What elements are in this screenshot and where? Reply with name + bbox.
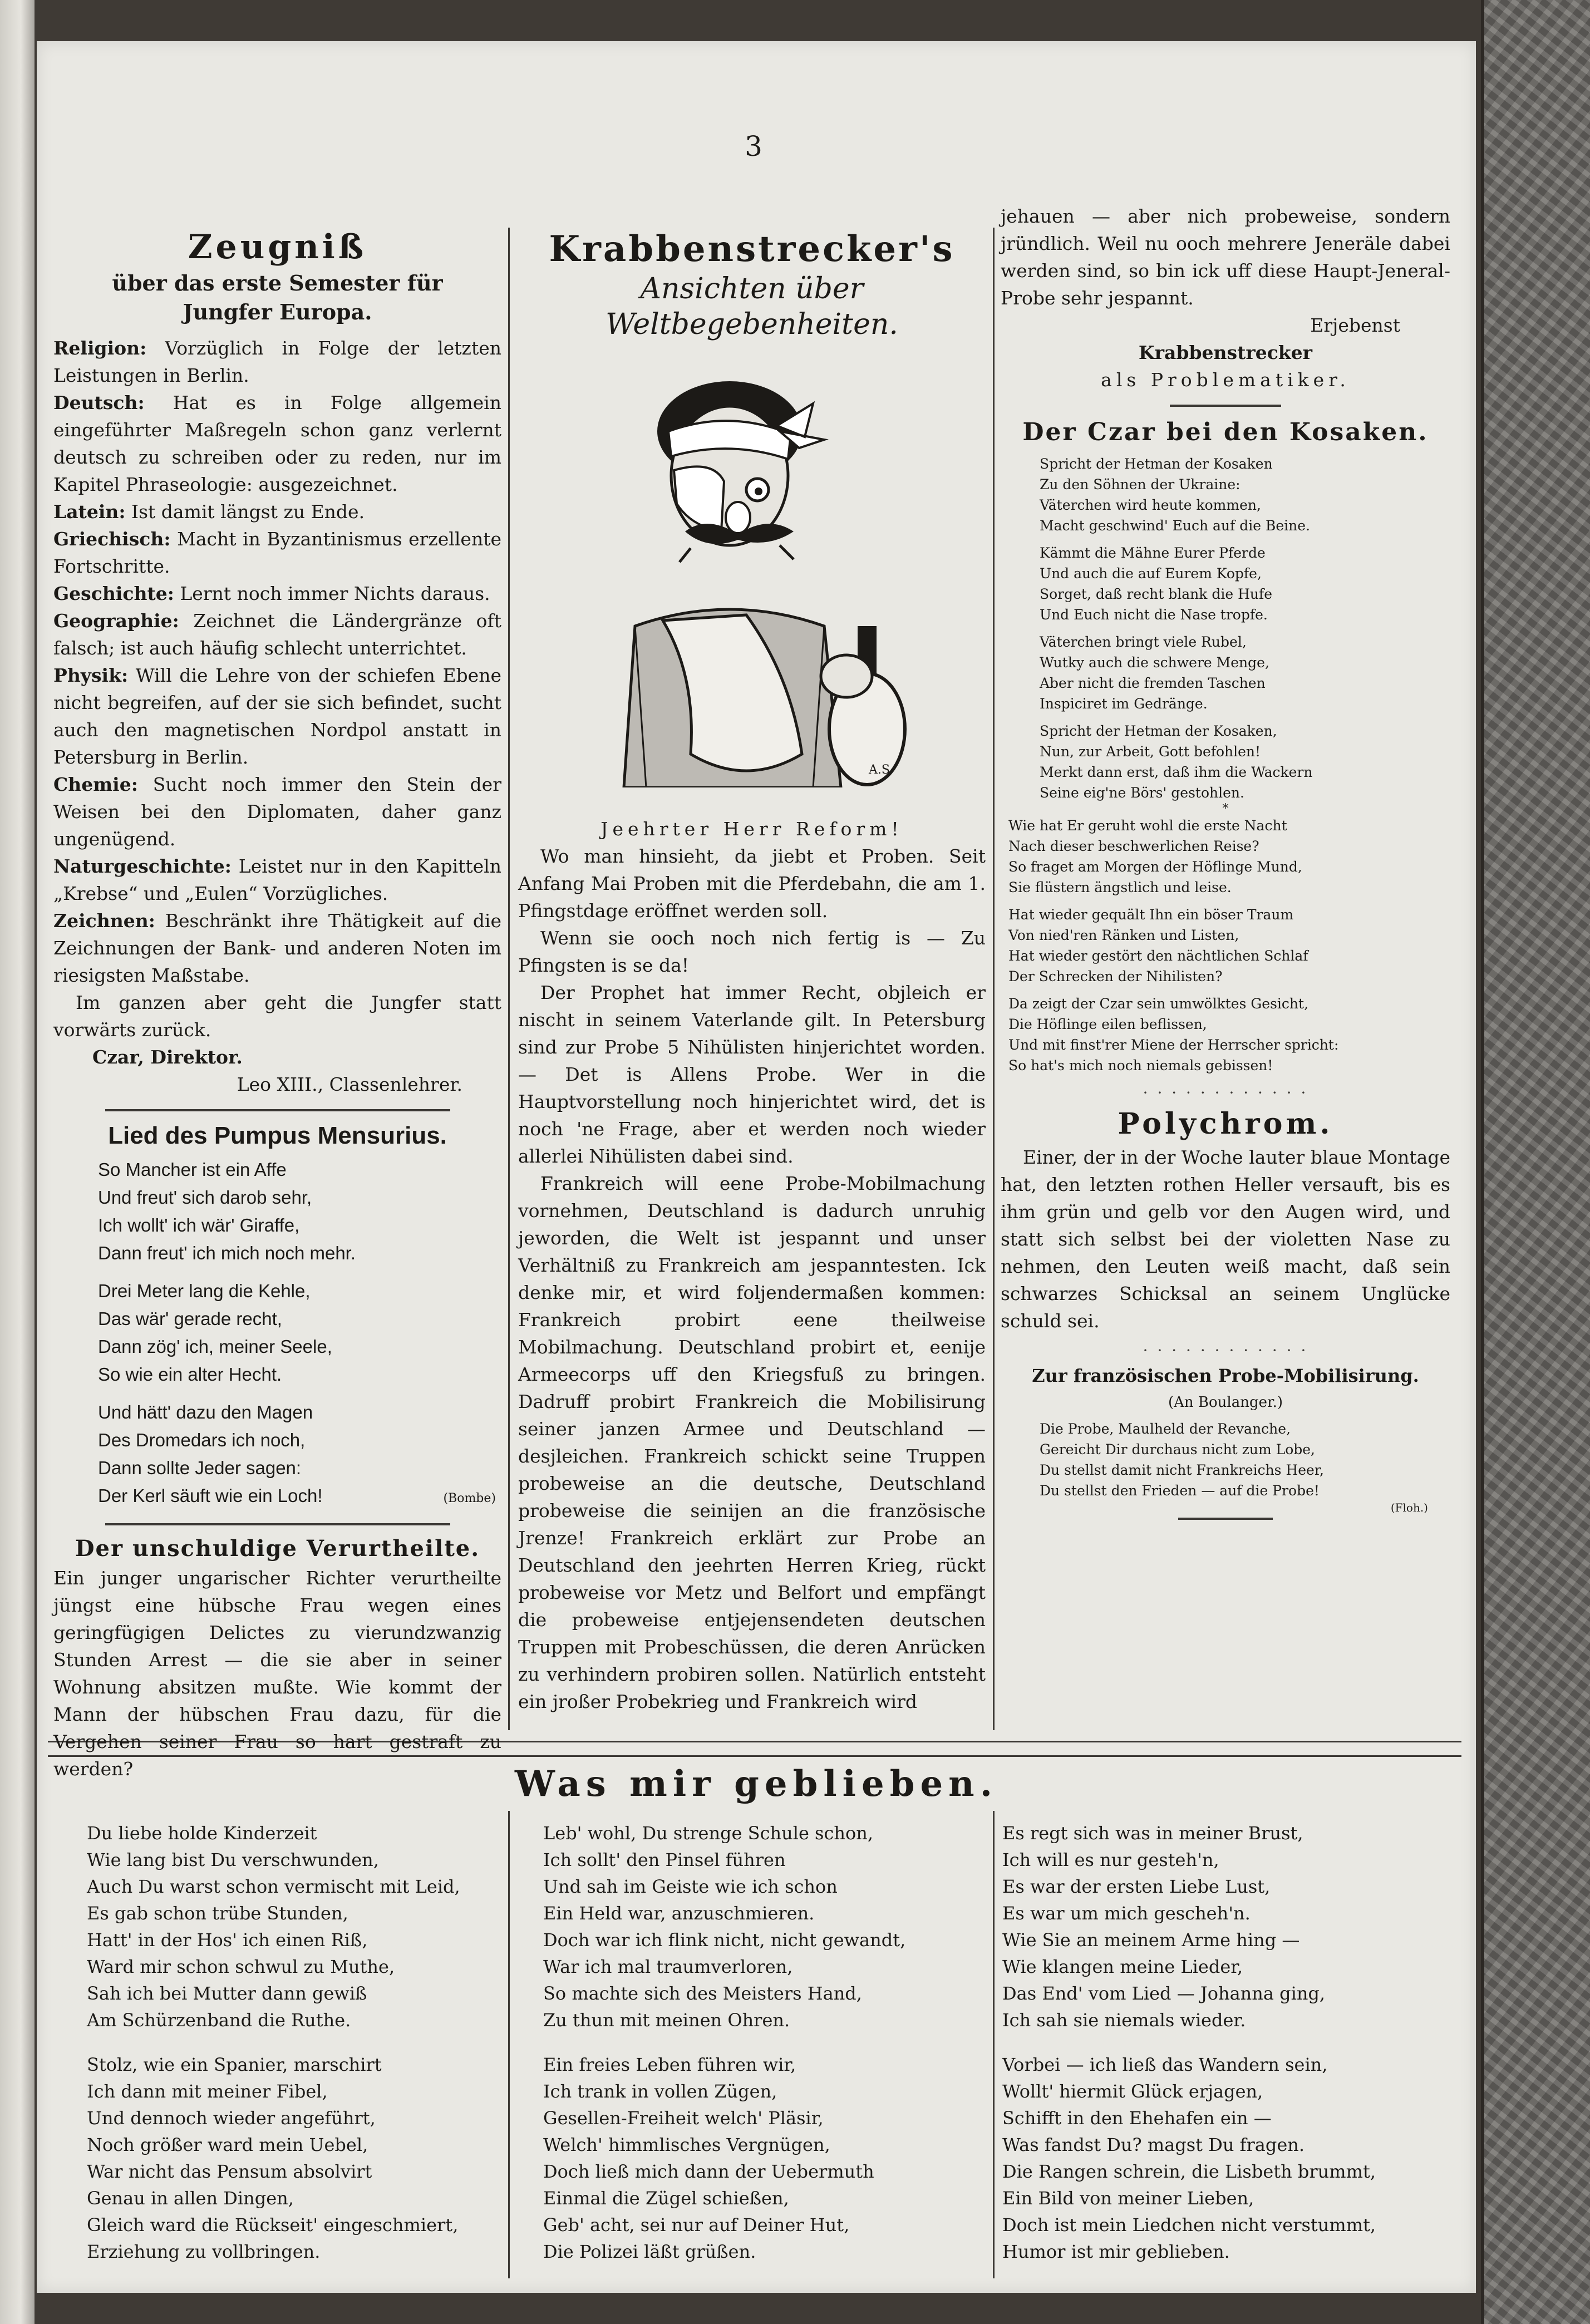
geblieben-stanza: Stolz, wie ein Spanier, marschirt Ich dann mit meiner Fibel, Und dennoch wieder angeführt, Noch größer ward mein Uebel, War nicht das Pensum absolvirt Genau in allen Dingen, Gleich ward die Rückseit' eingeschmiert, Erziehung zu vollbringen. <box>87 2054 459 2262</box>
zeugnis-signature-teacher: Leo XIII., Classenlehrer. <box>237 1074 462 1095</box>
ornament-divider: · · · · · · · · · · · · <box>1143 1084 1308 1102</box>
divider <box>105 1109 450 1111</box>
geblieben-stanza: Du liebe holde Kinderzeit Wie lang bist Du verschwunden, Auch Du warst schon vermischt mit Leid, Es gab schon trübe Stunden, Hatt' in der Hos' ich einen Riß, Ward mir schon schwul zu Muthe, Sah ich bei Mutter dann gewiß Am Schürzenband die Ruthe. <box>87 1823 460 2031</box>
zeugnis-summary: Im ganzen aber geht die Jungfer statt vorwärts zurück. <box>53 992 501 1041</box>
left-page-gutter <box>0 0 35 2324</box>
lied-title: Lied des Pumpus Mensurius. <box>108 1122 447 1149</box>
czar-title: Der Czar bei den Kosaken. <box>1022 418 1429 446</box>
marbled-binding <box>1481 0 1590 2324</box>
cartoon-illustration <box>579 365 924 787</box>
page-number: 3 <box>745 130 762 163</box>
divider <box>1178 1518 1273 1520</box>
zeugnis-entry: Deutsch: Hat es in Folge allgemein eingeführter Maßregeln schon ganz verlernt deutsch zu schreiben oder zu reden, nur im Kapitel Phraseologie: ausgezeichnet. <box>53 392 501 495</box>
zeugnis-entry: Zeichnen: Beschränkt ihre Thätigkeit auf die Zeichnungen der Bank- und anderen Noten im riesigsten Maßstabe. <box>53 910 501 986</box>
zeugnis-signature-director: Czar, Direktor. <box>92 1046 243 1068</box>
geblieben-column-3 <box>1002 1820 1436 2265</box>
mobil-dedication: (An Boulanger.) <box>1168 1394 1283 1411</box>
right-column <box>1001 203 1450 1528</box>
krabben-continuation: jehauen — aber nich probeweise, sondern jründlich. Weil nu ooch mehrere Jeneräle dabei werden sind, so bin ick uff diese Haupt-Jeneral-Probe sehr jespannt. <box>1001 205 1450 309</box>
column-rule-left <box>508 228 510 1730</box>
lied-stanza: So Mancher ist ein Affe Und freut' sich darob sehr, Ich wollt' ich wär' Giraffe, Dann freut' ich mich noch mehr. <box>98 1159 356 1263</box>
krabben-paragraph: Wo man hinsieht, da jiebt et Proben. Seit Anfang Mai Proben mit die Pferdebahn, die am 1. Pfingstdage eröffnet werden soll. <box>518 845 986 922</box>
krabben-signature: Krabbenstrecker <box>1138 342 1313 363</box>
zeugnis-entry: Geographie: Zeichnet die Ländergränze oft falsch; ist auch häufig schlecht unterrichtet. <box>53 610 502 659</box>
zeugnis-entry: Griechisch: Macht in Byzantinismus erzellente Fortschritte. <box>53 528 501 577</box>
geblieben-column-2 <box>543 1820 977 2265</box>
zeugnis-entry: Physik: Will die Lehre von der schiefen Ebene nicht begreifen, auf der sie sich befindet, sucht auch den magnetischen Nordpol anstatt in Petersburg in Berlin. <box>53 664 501 768</box>
lied-stanza: Und hätt' dazu den Magen Des Dromedars ich noch, Dann sollte Jeder sagen: Der Kerl säuft wie ein Loch! <box>98 1402 323 1506</box>
zeugnis-entry: Naturgeschichte: Leistet nur in den Kapitteln „Krebse“ und „Eulen“ Vorzügliches. <box>53 855 501 904</box>
zeugnis-title: Zeugniß <box>188 228 367 267</box>
bottom-column-rule-right <box>993 1811 995 2278</box>
krabben-paragraph: Der Prophet hat immer Recht, objleich er nischt in seinem Vaterlande gilt. In Petersburg sind zur Probe 5 Nihülisten hinjerichtet worden. — Det is Allens Probe. Wer in die Hauptvorstellung noch hinjerichtet wird, det is noch 'ne Frage, aber et werden noch wieder allerlei Nihülisten dabei sind. <box>518 982 986 1167</box>
geblieben-stanza: Leb' wohl, Du strenge Schule schon, Ich sollt' den Pinsel führen Und sah im Geiste wie ich schon Ein Held war, anzuschmieren. Doch war ich flink nicht, nicht gewandt, War ich mal traumverloren, So machte sich des Meisters Hand, Zu thun mit meinen Ohren. <box>543 1823 906 2031</box>
geblieben-stanza: Vorbei — ich ließ das Wandern sein, Wollt' hiermit Glück erjagen, Schifft in den Ehehafen ein — Was fandst Du? magst Du fragen. Die Rangen schrein, die Lisbeth brummt, Ein Bild von meiner Lieben, Doch ist mein Liedchen nicht verstummt, Humor ist mir geblieben. <box>1002 2054 1376 2262</box>
polychrom-title: Polychrom. <box>1118 1107 1333 1141</box>
krabbenstrecker-subtitle: Ansichten über Weltbegebenheiten. <box>606 272 898 341</box>
czar-stanza: Väterchen bringt viele Rubel, Wutky auch die schwere Menge, Aber nicht die fremden Taschen Inspiciret im Gedränge. <box>1040 634 1269 712</box>
mobil-source: (Floh.) <box>1390 1501 1428 1514</box>
geblieben-title: Was mir geblieben. <box>515 1763 998 1805</box>
geblieben-column-1 <box>87 1820 499 2265</box>
zeugnis-entry: Religion: Vorzüglich in Folge der letzten Leistungen in Berlin. <box>53 337 501 386</box>
mobil-poem: Die Probe, Maulheld der Revanche, Gereicht Dir durchaus nicht zum Lobe, Du stellst damit nicht Frankreichs Heer, Du stellst den Frieden — auf die Probe! <box>1040 1421 1324 1499</box>
krabben-paragraph: Wenn sie ooch noch nich fertig is — Zu Pfingsten is se da! <box>518 927 986 976</box>
ornament-divider: · · · · · · · · · · · · <box>1143 1341 1308 1360</box>
newspaper-page <box>37 41 1476 2293</box>
middle-column <box>518 228 986 1715</box>
left-column <box>53 228 501 1783</box>
krabbenstrecker-title: Krabbenstrecker's <box>549 228 955 270</box>
czar-stanza: Spricht der Hetman der Kosaken, Nun, zur Arbeit, Gott befohlen! Merkt dann erst, daß ihm die Wackern Seine eig'ne Börs' gestohlen. <box>1040 723 1313 801</box>
salutation: Jeehrter Herr Reform! <box>600 818 903 840</box>
verurtheilte-text: Ein junger ungarischer Richter verurtheilte jüngst eine hübsche Frau wegen eines geringfügigen Delictes zu vierundzwanzig Stunden Arrest — die sie aber in seiner Wohnung absitzen mußte. Wie kommt der Mann der hübschen Frau dazu, für die Vergehen seiner Frau so hart gestraft zu werden? <box>53 1567 501 1780</box>
bottom-column-rule-left <box>508 1811 510 2278</box>
divider <box>105 1523 450 1525</box>
czar-stanza: Hat wieder gequält Ihn ein böser Traum Von nied'ren Ränken und Listen, Hat wieder gestört den nächtlichen Schlaf Der Schrecken der Nihilisten? <box>1008 907 1308 984</box>
czar-stanza: Da zeigt der Czar sein umwölktes Gesicht, Die Höflinge eilen beflissen, Und mit finst'rer Miene der Herrscher spricht: So hat's mich noch niemals gebissen! <box>1008 996 1339 1074</box>
polychrom-text: Einer, der in der Woche lauter blaue Montage hat, den letzten rothen Heller versauft, bis es ihm grün und gelb vor den Augen wird, und statt sich selbst bei der violetten Nase zu nehmen, den Leuten weiß macht, daß sein schwarzes Schicksal an seinem Unglücke schuld sei. <box>1001 1146 1450 1332</box>
geblieben-stanza: Es regt sich was in meiner Brust, Ich will es nur gesteh'n, Es war der ersten Liebe Lust, Es war um mich gescheh'n. Wie Sie an meinem Arme hing — Wie klangen meine Lieder, Das End' vom Lied — Johanna ging, Ich sah sie niemals wieder. <box>1002 1823 1326 2031</box>
czar-stanza: Wie hat Er geruht wohl die erste Nacht Nach dieser beschwerlichen Reise? So fraget am Morgen der Höflinge Mund, Sie flüstern ängstlich und leise. <box>1008 818 1302 895</box>
geblieben-stanza: Ein freies Leben führen wir, Ich trank in vollen Zügen, Gesellen-Freiheit welch' Pläsir, Welch' himmlisches Vergnügen, Doch ließ mich dann der Uebermuth Einmal die Zügel schießen, Geb' acht, sei nur auf Deiner Hut, Die Polizei läßt grüßen. <box>543 2054 874 2262</box>
column-rule-right <box>993 228 995 1730</box>
bandaged-man-drawing <box>579 365 924 787</box>
czar-stanza: Kämmt die Mähne Eurer Pferde Und auch die auf Eurem Kopfe, Sorget, daß recht blank die Hufe Und Euch nicht die Nase tropfe. <box>1040 545 1273 623</box>
asterisk-separator: * <box>1222 802 1229 816</box>
lied-source: (Bombe) <box>443 1491 496 1505</box>
cartoon-signature: A.S. <box>869 763 894 777</box>
zeugnis-entry: Latein: Ist damit längst zu Ende. <box>53 501 365 523</box>
zeugnis-subtitle: über das erste Semester für Jungfer Europa. <box>112 270 443 324</box>
lied-stanza: Drei Meter lang die Kehle, Das wär' gerade recht, Dann zög' ich, meiner Seele, So wie ein alter Hecht. <box>98 1281 332 1385</box>
czar-stanza: Spricht der Hetman der Kosaken Zu den Söhnen der Ukraine: Väterchen wird heute kommen, Macht geschwind' Euch auf die Beine. <box>1040 456 1310 534</box>
krabben-signature-role: als Problematiker. <box>1101 369 1350 391</box>
zeugnis-entry: Geschichte: Lernt noch immer Nichts daraus. <box>53 583 490 604</box>
krabben-closing: Erjebenst <box>1310 314 1400 336</box>
krabben-paragraph: Frankreich will eene Probe-Mobilmachung vornehmen, Deutschland is dadurch unruhig jeworden, die Welt ist jespannt und unser Verhältniß zu Frankreich am jespanntesten. Ick denke mir, et wird foljendermaßen kommen: Frankreich probirt eene theilweise Mobilmachung. Deutschland probirt et, eenije Armeecorps uff den Kriegsfuß zu bringen. Dadruff probirt Frankreich die Mobilisirung seiner janzen Armee und Deutschland — desjleichen. Frankreich schickt seine Truppen probeweise an die deutsche, Deutschland probeweise die seinijen an die französische Jrenze! Frankreich erklärt zur Probe an Deutschland den jeehrten Herren Krieg, rückt probeweise vor Metz und Belfort und empfängt die probeweise entjejensendeten deutschen Truppen mit Probeschüssen, die deren Anrücken zu verhindern probiren sollen. Natürlich entsteht ein jroßer Probekrieg und Frankreich wird <box>518 1173 986 1712</box>
zeugnis-entry: Chemie: Sucht noch immer den Stein der Weisen bei den Diplomaten, daher ganz ungenügend. <box>53 774 501 850</box>
bottom-section-header <box>37 1762 1476 1806</box>
verurtheilte-title: Der unschuldige Verurtheilte. <box>75 1535 480 1562</box>
mobil-title: Zur französischen Probe-Mobilisirung. <box>1032 1365 1419 1386</box>
divider <box>1170 405 1281 407</box>
